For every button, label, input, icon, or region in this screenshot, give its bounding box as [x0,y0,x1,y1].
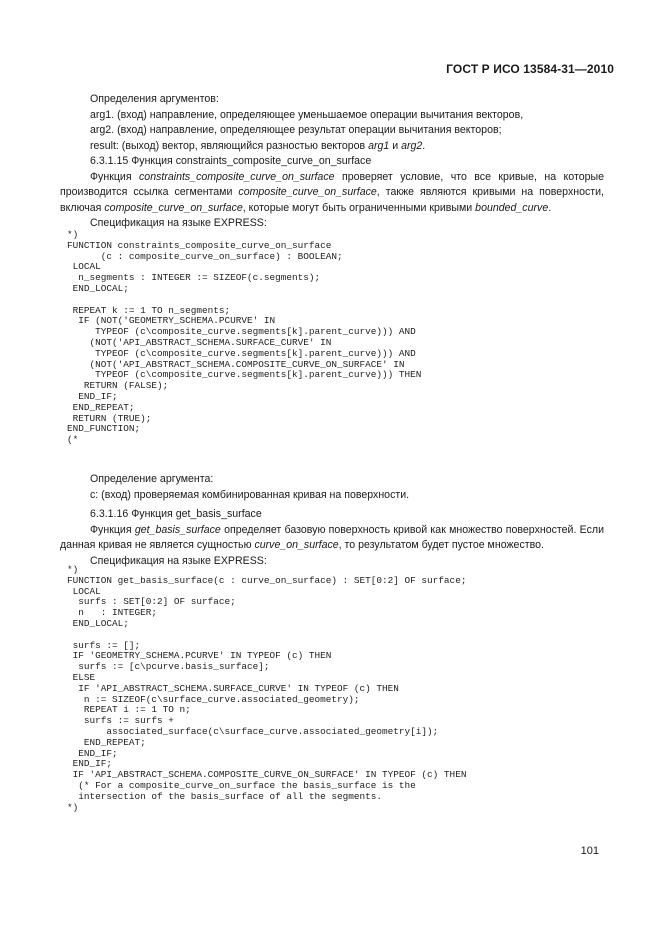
para-text: определяет базовую поверхность кривой как множество поверхностей. Если данная кривая не является сущностью [60,523,604,552]
section-title: 6.3.1.15 Функция constraints_composite_curve_on_surface [90,155,372,167]
page-number: 101 [580,845,599,857]
result-arg2: arg2 [401,139,423,152]
express-code-block-1: *) FUNCTION constraints_composite_curve_on_surface (c : composite_curve_on_surface) : BOOLEAN; LOCAL n_segments : INTEGER := SIZEOF(c.segments); END_LOCAL; REPEAT k := 1 TO n_segments; IF (NOT('GEOMETRY_SCHEMA.PCURVE' IN TYPEOF (c\composite_curve.segments[k].parent_curve))) AND (NOT('API_ABSTRACT_SCHEMA.SURFACE_CURVE' IN TYPEOF (c\composite_curve.segments[k].parent_curve))) AND (NOT('API_ABSTRACT_SCHEMA.COMPOSITE_CURVE_ON_SURFACE' IN TYPEOF (c\composite_curve.segments[k].parent_curve))) THEN RETURN (FALSE); END_IF; END_REPEAT; RETURN (TRUE); END_FUNCTION; (* [67,229,422,446]
para-text: Функция [90,523,135,536]
express-code-block-2: *) FUNCTION get_basis_surface(c : curve_on_surface) : SET[0:2] OF surface; LOCAL surfs : SET[0:2] OF surface; n : INTEGER; END_LOCAL; surfs := []; IF 'GEOMETRY_SCHEMA.PCURVE' IN TYPEOF (c) THEN surfs := [c\pcurve.basis_surface]; ELSE IF 'API_ABSTRACT_SCHEMA.SURFACE_CURVE' IN TYPEOF (c) THEN n := SIZEOF(c\surface_curve.associated_geometry); REPEAT i := 1 TO n; surfs := surfs + associated_surface(c\surface_curve.associated_geometry[i]); END_REPEAT; END_IF; END_IF; IF 'API_ABSTRACT_SCHEMA.COMPOSITE_CURVE_ON_SURFACE' IN TYPEOF (c) THEN (* For a composite_curve_on_surface the basis_surface is the intersection of the basis_surface of all the segments. *) [67,564,467,813]
para-term: composite_curve_on_surface [238,186,377,199]
section-title: 6.3.1.16 Функция get_basis_surface [90,508,262,520]
arg2-definition: arg2. (вход) направление, определяющее результат операции вычитания векторов; [90,124,502,137]
c-definition: c: (вход) проверяемая комбинированная кривая на поверхности. [90,488,410,501]
para-text: , также являются кривыми на поверхности, включая [60,186,604,214]
para-term: constraints_composite_curve_on_surface [139,170,335,183]
para-term: get_basis_surface [134,523,221,536]
args1-block [60,92,604,154]
spec-label: Спецификация на языке EXPRESS: [90,554,267,567]
args2-heading: Определение аргумента: [90,473,214,485]
args1-heading: Определения аргументов: [90,93,219,105]
section-6-3-1-16 [60,507,604,569]
section-paragraph [60,523,604,554]
para-term: composite_curve_on_surface [104,201,243,214]
section-paragraph [60,170,604,217]
para-text: Функция [90,170,139,183]
result-and: и [389,139,402,152]
para-text: проверяет условие, что все кривые, на которые производится ссылка сегментами [60,170,604,199]
standard-header: ГОСТ Р ИСО 13584-31—2010 [446,62,614,76]
para-term: bounded_curve [475,201,549,214]
arg1-definition: arg1. (вход) направление, определяющее уменьшаемое операции вычитания векторов, [90,108,524,121]
para-text: . [548,201,552,214]
result-end: . [422,139,426,152]
result-arg1: arg1 [368,139,390,152]
para-term: curve_on_surface [254,539,339,552]
para-text: , то результатом будет пустое множество. [338,539,544,552]
result-text: result: (выход) вектор, являющийся разностью векторов [90,139,369,152]
section-6-3-1-15 [60,154,604,232]
result-definition [60,139,604,155]
spec-label: Спецификация на языке EXPRESS: [90,217,267,230]
para-text: , которые могут быть ограниченными кривыми [242,201,476,214]
args2-block [60,472,604,503]
